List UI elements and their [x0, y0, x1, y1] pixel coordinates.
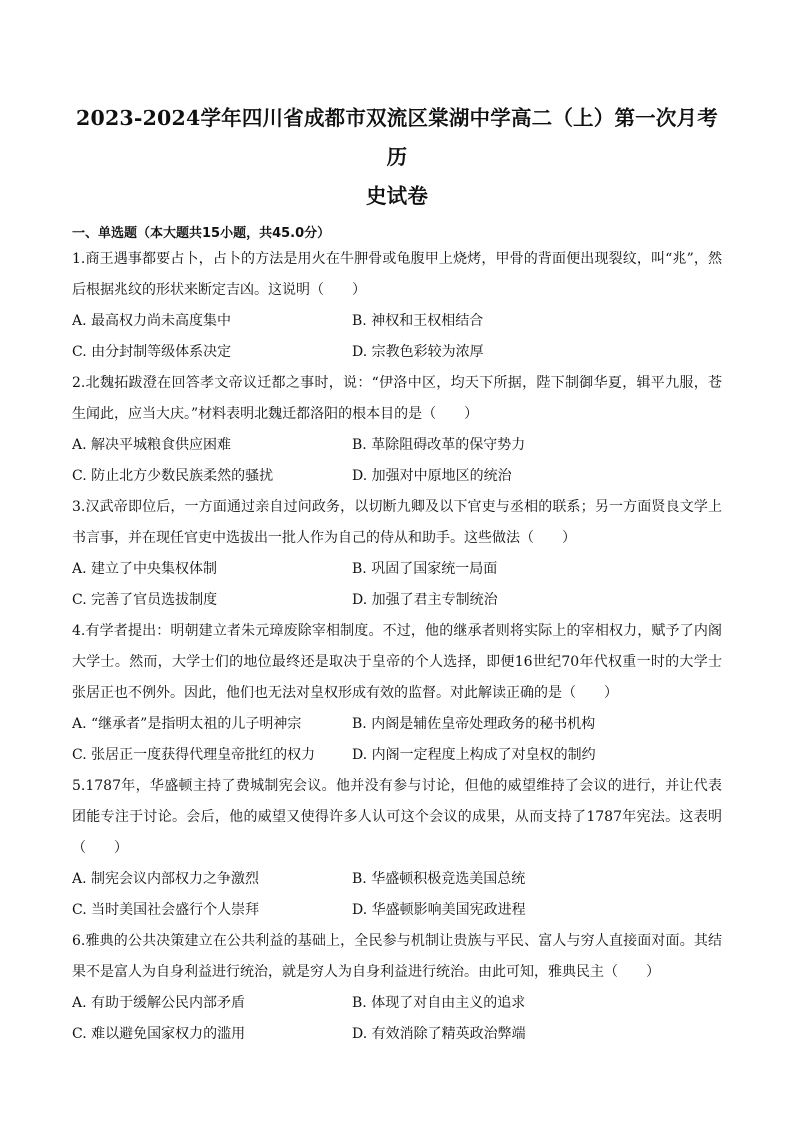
option-a: A. 制宪会议内部权力之争激烈: [72, 871, 260, 887]
option-grid: [72, 430, 722, 492]
option-grid: [72, 709, 722, 771]
option-d: D. 加强对中原地区的统治: [352, 468, 512, 484]
exam-title-line1: 2023-2024学年四川省成都市双流区棠湖中学高二（上）第一次月考历: [76, 106, 718, 169]
question-stem: 2.北魏拓跋澄在回答孝文帝议迁都之事时，说：“伊洛中区，均天下所据，陛下制御华夏，辑平九服，苍生闻此，应当大庆。”材料表明北魏迁都洛阳的根本目的是（ ）: [72, 375, 722, 422]
exam-title-line2: 史试卷: [365, 184, 429, 208]
option-c: C. 由分封制等级体系决定: [72, 344, 232, 360]
option-b: B. 华盛顿积极竞选美国总统: [352, 871, 526, 887]
question-stem: 4.有学者提出：明朝建立者朱元璋废除宰相制度。不过，他的继承者则将实际上的宰相权力，赋予了内阁大学士。然而，大学士们的地位最终还是取决于皇帝的个人选择，即便16世纪70年代权重一时的大学士张居正也不例外。因此，他们也无法对皇权形成有效的监督。对此解读正确的是（ ）: [72, 623, 722, 701]
option-d: D. 内阁一定程度上构成了对皇权的制约: [352, 747, 596, 763]
option-b: B. 革除阻碍改革的保守势力: [352, 437, 526, 453]
question-stem: 5.1787年，华盛顿主持了费城制宪会议。他并没有参与讨论，但他的威望维持了会议的进行，并让代表团能专注于讨论。会后，他的威望又使得许多人认可这个会议的成果，从而支持了1787年宪法。这表明（ ）: [72, 778, 722, 856]
option-a: A. 解决平城粮食供应困难: [72, 437, 232, 453]
question-6: [72, 926, 722, 1050]
exam-title: [72, 0, 722, 216]
question-stem: 6.雅典的公共决策建立在公共利益的基础上，全民参与机制让贵族与平民、富人与穷人直接面对面。其结果不是富人为自身利益进行统治，就是穷人为自身利益进行统治。由此可知，雅典民主（ ）: [72, 933, 722, 980]
question-3: [72, 492, 722, 616]
question-2: [72, 368, 722, 492]
option-b: B. 内阁是辅佐皇帝处理政务的秘书机构: [352, 716, 596, 732]
option-c: C. 当时美国社会盛行个人崇拜: [72, 902, 260, 918]
question-stem: 1.商王遇事都要占卜，占卜的方法是用火在牛胛骨或龟腹甲上烧烤，甲骨的背面便出现裂纹，叫“兆”，然后根据兆纹的形状来断定吉凶。这说明（ ）: [72, 251, 722, 298]
option-d: D. 宗教色彩较为浓厚: [352, 344, 484, 360]
option-a: A. “继承者”是指明太祖的儿子明神宗: [72, 716, 302, 732]
section-heading: 一、单选题（本大题共15小题，共45.0分）: [72, 226, 331, 241]
option-b: B. 体现了对自由主义的追求: [352, 995, 526, 1011]
option-grid: [72, 988, 722, 1050]
option-b: B. 神权和王权相结合: [352, 313, 484, 329]
option-a: A. 有助于缓解公民内部矛盾: [72, 995, 246, 1011]
option-c: C. 防止北方少数民族柔然的骚扰: [72, 468, 274, 484]
question-5: [72, 771, 722, 926]
question-stem: 3.汉武帝即位后，一方面通过亲自过问政务，以切断九卿及以下官吏与丞相的联系；另一方面贤良文学上书言事，并在现任官吏中选拔出一批人作为自己的侍从和助手。这些做法（ ）: [72, 499, 722, 546]
question-4: [72, 616, 722, 771]
option-d: D. 华盛顿影响美国宪政进程: [352, 902, 526, 918]
option-grid: [72, 306, 722, 368]
option-b: B. 巩固了国家统一局面: [352, 561, 498, 577]
question-1: [72, 244, 722, 368]
option-c: C. 完善了官员选拔制度: [72, 592, 218, 608]
option-c: C. 张居正一度获得代理皇帝批红的权力: [72, 747, 316, 763]
option-a: A. 最高权力尚未高度集中: [72, 313, 232, 329]
option-d: D. 有效消除了精英政治弊端: [352, 1026, 526, 1042]
option-a: A. 建立了中央集权体制: [72, 561, 218, 577]
option-c: C. 难以避免国家权力的滥用: [72, 1026, 246, 1042]
option-grid: [72, 554, 722, 616]
option-grid: [72, 864, 722, 926]
option-d: D. 加强了君主专制统治: [352, 592, 498, 608]
